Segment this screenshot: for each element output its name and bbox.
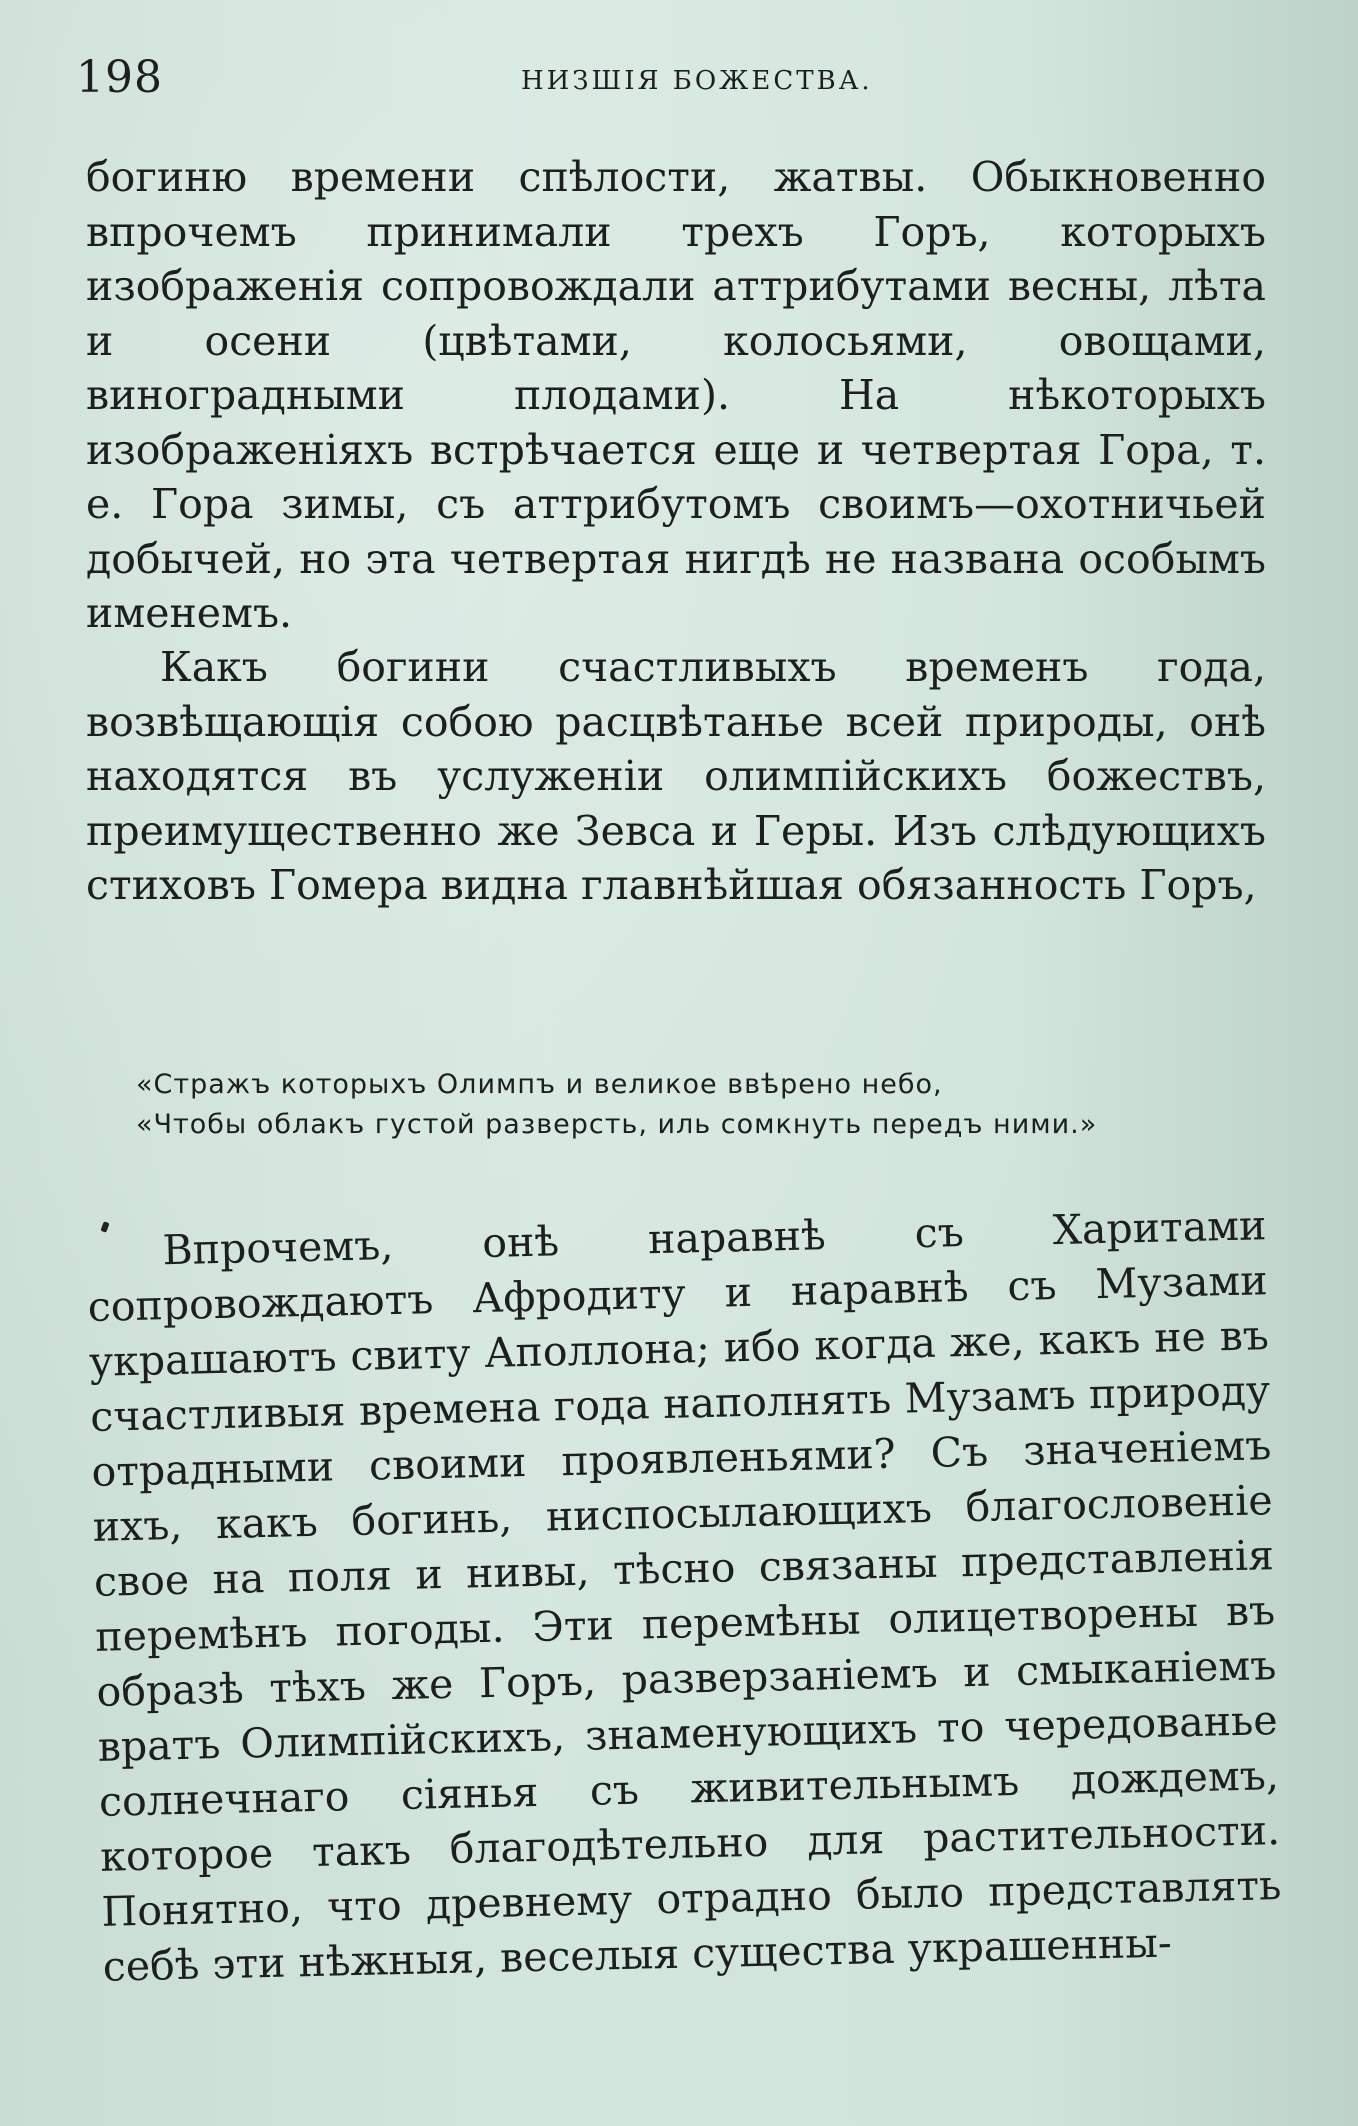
- page-number: 198: [76, 52, 163, 103]
- paragraph-1: богиню времени спѣлости, жатвы. Обыкновенно впрочемъ принимали трехъ Горъ, которыхъ изображенія сопровождали аттрибутами весны, лѣта и осени (цвѣтами, колосьями, овощами, виноградными плодами). На нѣкоторыхъ изображеніяхъ встрѣчается еще и четвертая Гора, т. е. Гора зимы, съ аттрибутомъ своимъ—охотничьей добычей, но эта четвертая нигдѣ не названа особымъ именемъ.: [86, 153, 1266, 637]
- verse-quote: [136, 1065, 1276, 1145]
- paragraph-3: Впрочемъ, онѣ наравнѣ съ Харитами сопровождаютъ Афродиту и наравнѣ съ Музами украшаютъ свиту Аполлона; ибо когда же, какъ не въ счастливыя времена года наполнять Музамъ природу отрадными своими проявленьями? Съ значеніемъ ихъ, какъ богинь, ниспосылающихъ благословеніе свое на поля и нивы, тѣсно связаны представленія перемѣнъ погоды. Эти перемѣны олицетворены въ образѣ тѣхъ же Горъ, разверзаніемъ и смыканіемъ вратъ Олимпійскихъ, знаменующихъ то чередованье солнечнаго сіянья съ живительнымъ дождемъ, которое такъ благодѣтельно для растительности. Понятно, что древнему отрадно было представлять себѣ эти нѣжныя, веселыя существа украшенны-: [87, 1201, 1282, 1991]
- page-header: [76, 52, 1276, 112]
- paragraph-2: Какъ богини счастливыхъ временъ года, возвѣщающія собою расцвѣтанье всей природы, онѣ находятся въ услуженіи олимпійскихъ божествъ, преимущественно же Зевса и Геры. Изъ слѣдующихъ стиховъ Гомера видна главнѣйшая обязанность Горъ,: [86, 643, 1266, 909]
- verse-line-2: «Чтобы облакъ густой разверсть, иль сомкнуть передъ ними.»: [136, 1109, 1098, 1140]
- verse-line-1: «Стражъ которыхъ Олимпъ и великое ввѣрено небо,: [136, 1069, 943, 1100]
- running-head: НИЗШІЯ БОЖЕСТВА.: [521, 66, 873, 96]
